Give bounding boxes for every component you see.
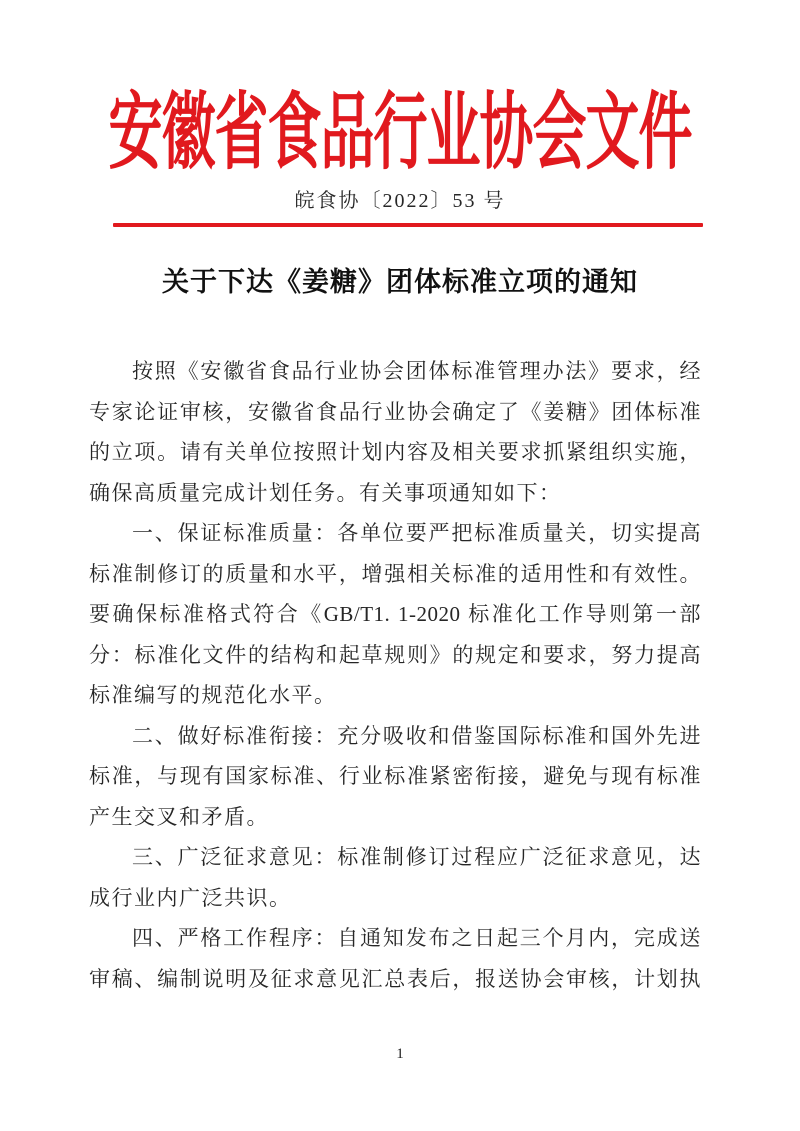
body-line: 标准，与现有国家标准、行业标准紧密衔接，避免与现有标准 — [89, 764, 701, 788]
organization-title: 安徽省食品行业协会文件 — [108, 86, 692, 180]
body-line: 产生交叉和矛盾。 — [89, 804, 269, 829]
body-line: 审稿、编制说明及征求意见汇总表后，报送协会审核，计划执 — [89, 966, 701, 991]
body-line: 标准编写的规范化水平。 — [89, 683, 337, 707]
body-line: 一、保证标准质量：各单位要严把标准质量关，切实提高 — [132, 521, 701, 545]
page-number: 1 — [396, 1046, 404, 1062]
body-line: 四、严格工作程序：自通知发布之日起三个月内，完成送 — [132, 926, 701, 950]
body-line: 要确保标准格式符合《GB/T1. 1-2020 标准化工作导则第一部 — [89, 602, 701, 626]
red-divider-rule — [113, 223, 703, 227]
document-number: 皖食协〔2022〕53 号 — [294, 190, 506, 212]
body-line: 确保高质量完成计划任务。有关事项通知如下： — [89, 480, 562, 505]
body-line: 按照《安徽省食品行业协会团体标准管理办法》要求，经 — [132, 359, 701, 383]
body-line: 分：标准化文件的结构和起草规则》的规定和要求，努力提高 — [89, 642, 701, 667]
body-line: 二、做好标准衔接：充分吸收和借鉴国际标准和国外先进 — [132, 723, 701, 748]
body-line: 成行业内广泛共识。 — [89, 885, 292, 910]
body-line: 三、广泛征求意见：标准制修订过程应广泛征求意见，达 — [132, 845, 701, 869]
body-line: 专家论证审核，安徽省食品行业协会确定了《姜糖》团体标准 — [89, 399, 701, 424]
notice-title: 关于下达《姜糖》团体标准立项的通知 — [162, 267, 638, 297]
body-line: 标准制修订的质量和水平，增强相关标准的适用性和有效性。 — [89, 561, 701, 586]
notice-body — [89, 351, 701, 999]
masthead — [0, 88, 800, 178]
body-line: 的立项。请有关单位按照计划内容及相关要求抓紧组织实施， — [89, 440, 701, 464]
